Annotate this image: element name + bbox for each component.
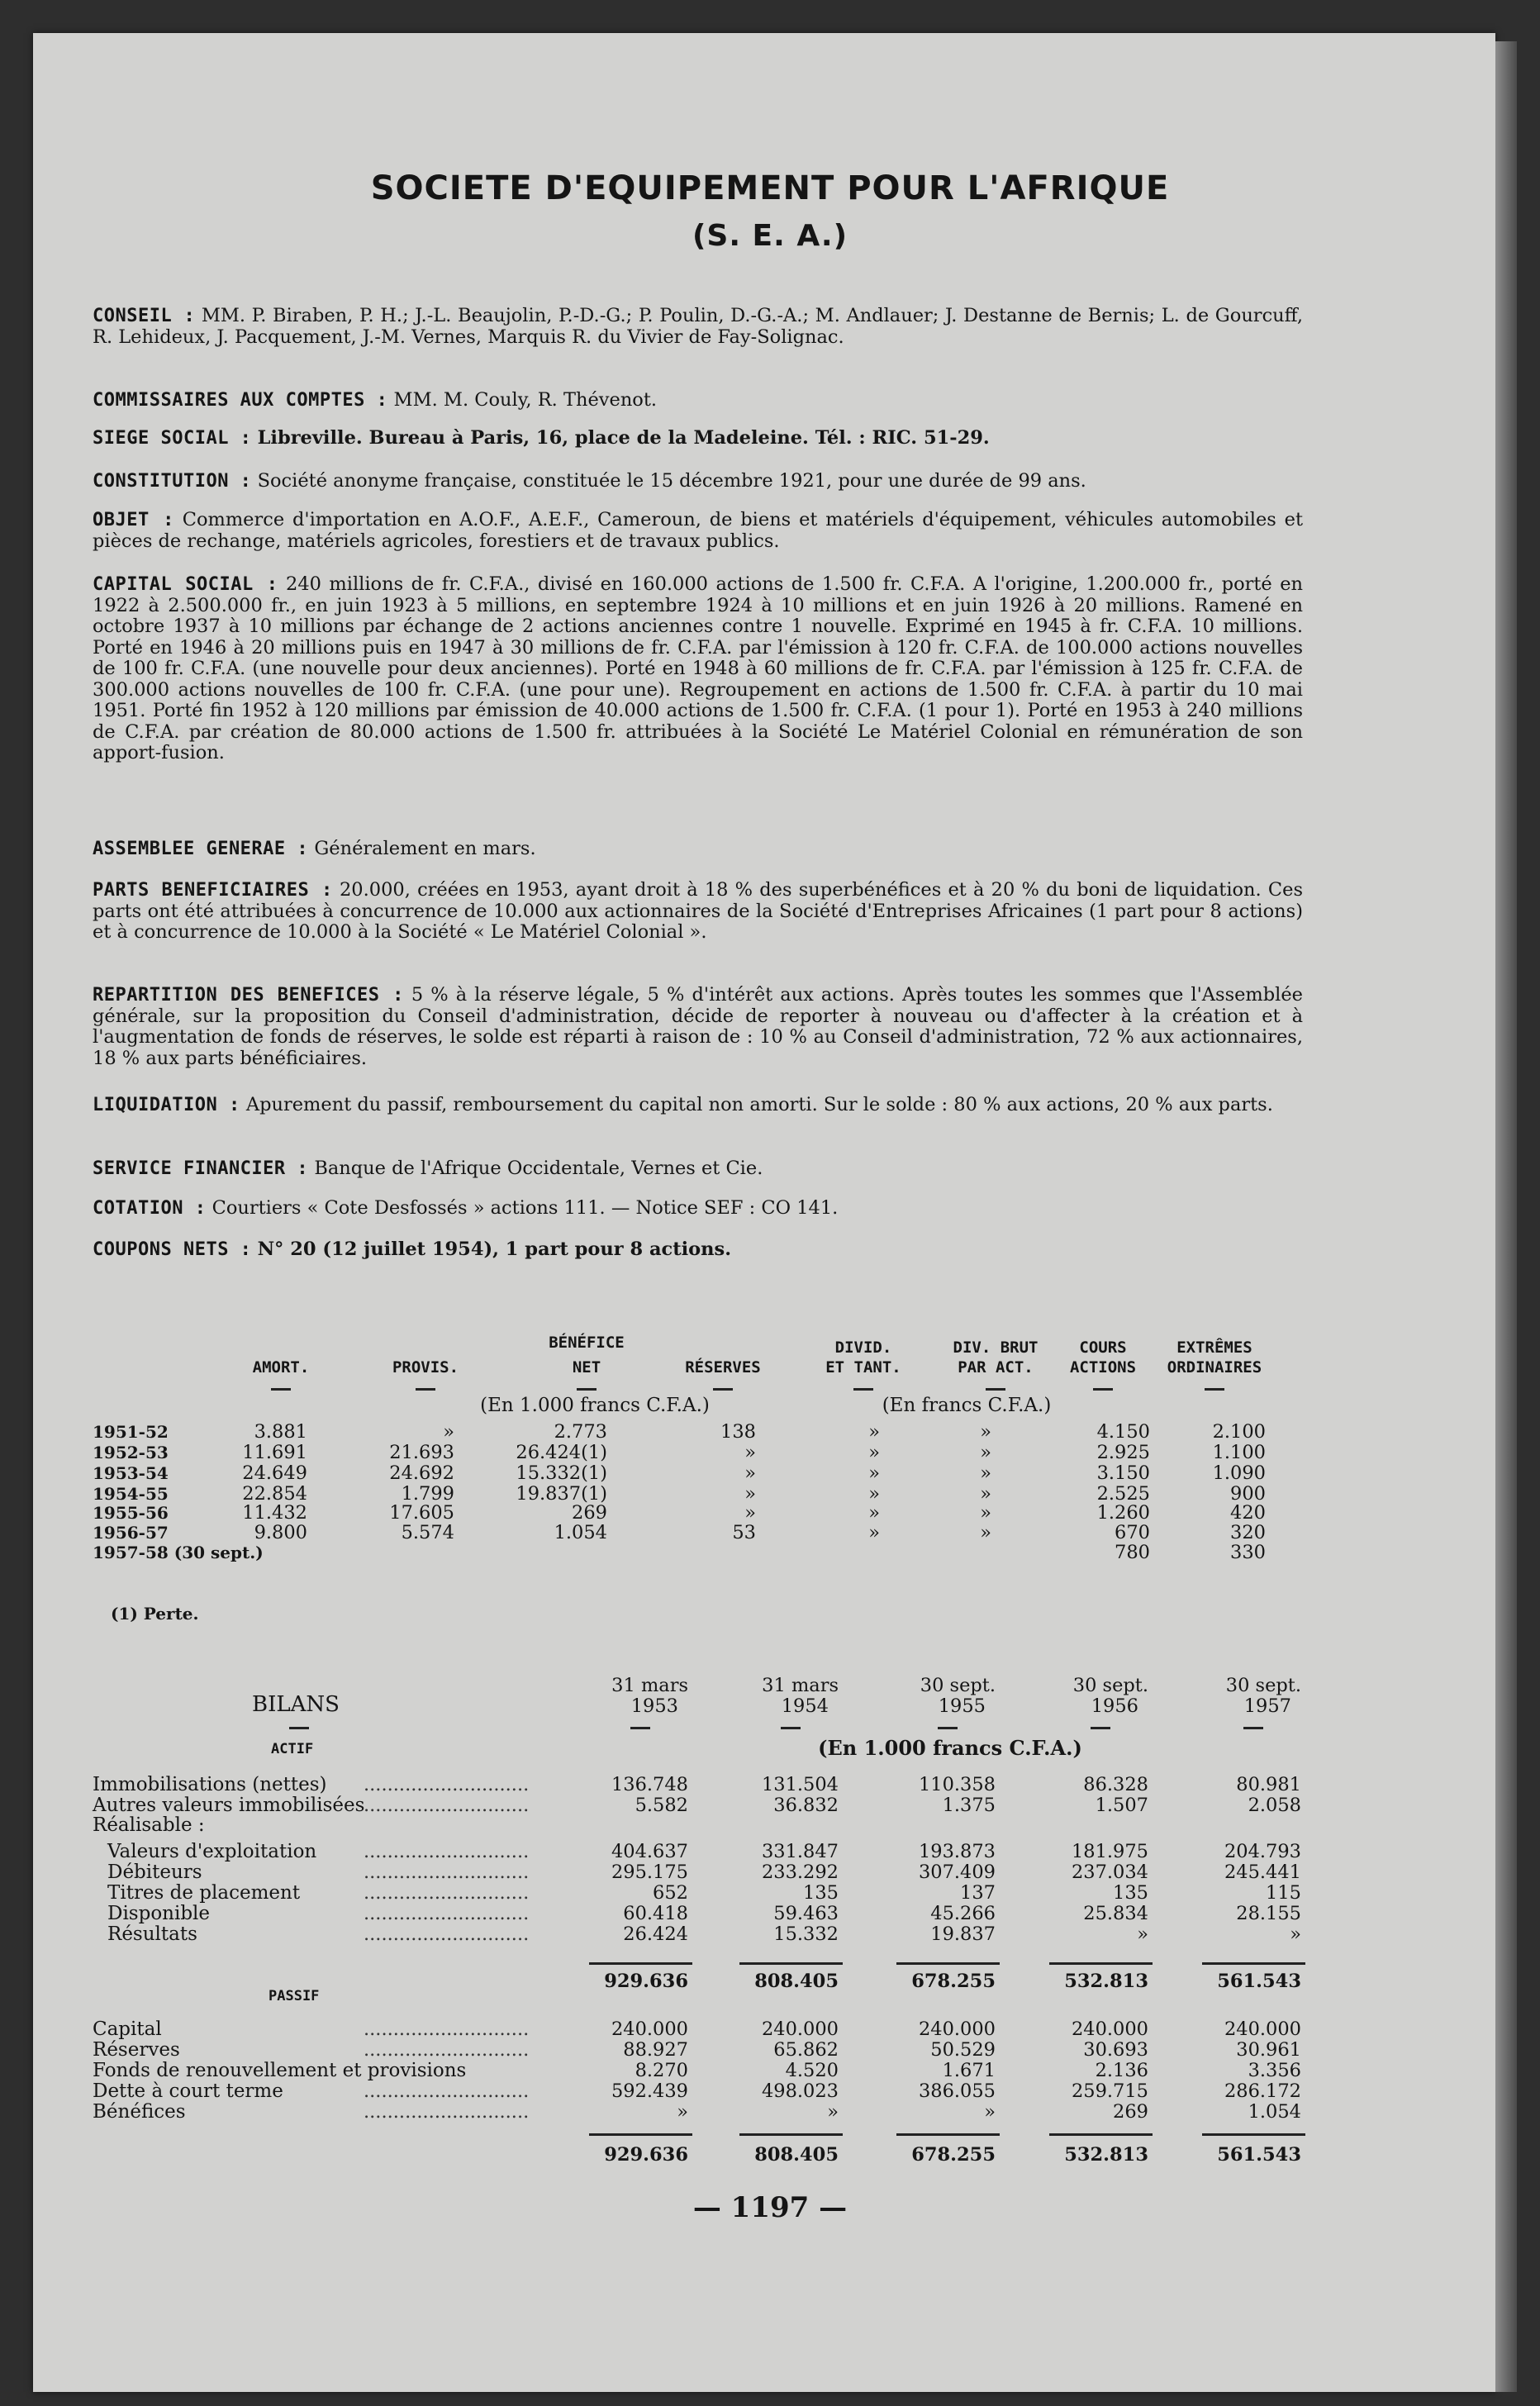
cell-cours: 670 (1115, 1522, 1150, 1543)
cell-divbrut: » (980, 1483, 991, 1505)
actif-cell: 115 (1266, 1882, 1301, 1904)
passif-row-label: Bénéfices (93, 2101, 186, 2123)
page-title: SOCIETE D'EQUIPEMENT POUR L'AFRIQUE (370, 169, 1170, 207)
column-header-date: 31 mars (611, 1675, 688, 1696)
cell-amort: 11.432 (242, 1502, 307, 1524)
cell-cours: 3.150 (1096, 1462, 1150, 1484)
actif-cell: 295.175 (611, 1862, 688, 1883)
column-dash (1243, 1727, 1263, 1729)
section-coupons-nets (93, 1239, 1303, 1261)
cell-extremes: 320 (1230, 1522, 1266, 1543)
actif-cell: 137 (960, 1882, 996, 1904)
actif-row-label: Immobilisations (nettes) (93, 1774, 327, 1795)
actif-cell: 25.834 (1083, 1903, 1148, 1924)
section-label: SERVICE FINANCIER : (93, 1158, 309, 1179)
cell-divid: » (868, 1462, 880, 1484)
actif-cell: » (1290, 1923, 1301, 1945)
actif-total: 532.813 (1064, 1971, 1148, 1992)
actif-cell: 331.847 (761, 1841, 839, 1862)
passif-cell: 3.356 (1248, 2060, 1301, 2081)
section-text: 20.000, créées en 1953, ayant droit à 18 % des superbénéfices et à 20 % du boni de liquidation. Ces parts ont été attribuées à concurrence de 10.000 aux actionnaires de la Société d'Entreprises Africaines (1 part pour 8 actions) et à concurrence de 10.000 à la Société « Le Matériel Colonial ». (93, 879, 1303, 943)
passif-total: 929.636 (604, 2144, 688, 2166)
total-rule (739, 1962, 843, 1965)
column-header-year: 1955 (938, 1695, 986, 1717)
actif-cell: 15.332 (773, 1923, 839, 1945)
page-number: — 1197 — (692, 2191, 848, 2224)
actif-cell: 86.328 (1083, 1774, 1148, 1795)
header-dash (986, 1388, 1005, 1391)
cell-reserves: » (744, 1502, 756, 1524)
passif-cell: 1.671 (942, 2060, 996, 2081)
column-dash (630, 1727, 650, 1729)
actif-row-label: Disponible (107, 1903, 211, 1924)
leader-dots: ............................ (364, 1774, 530, 1795)
section-text: N° 20 (12 juillet 1954), 1 part pour 8 actions. (257, 1239, 732, 1260)
header-dash (1093, 1388, 1113, 1391)
year-label: 1954-55 (93, 1484, 169, 1504)
total-rule (1049, 1962, 1153, 1965)
section-cotation (93, 1198, 1303, 1220)
column-dash (1091, 1727, 1110, 1729)
actif-cell: 2.058 (1248, 1795, 1301, 1816)
passif-cell: 88.927 (623, 2039, 688, 2061)
header-dash (271, 1388, 291, 1391)
passif-cell: 240.000 (918, 2018, 996, 2040)
bilans-title: BILANS (252, 1692, 340, 1717)
passif-cell: 498.023 (761, 2080, 839, 2102)
actif-cell: 5.582 (635, 1795, 688, 1816)
section-repartition (93, 985, 1303, 1069)
cell-extremes: 420 (1230, 1502, 1266, 1524)
cell-extremes: 330 (1230, 1542, 1266, 1563)
header-dash (1205, 1388, 1224, 1391)
cell-benef: 1.054 (554, 1522, 607, 1543)
actif-row-label: Réalisable : (93, 1814, 205, 1836)
unit-right: (En francs C.F.A.) (882, 1395, 1052, 1416)
actif-cell: 193.873 (918, 1841, 996, 1862)
cell-divid: » (868, 1502, 880, 1524)
passif-cell: 240.000 (761, 2018, 839, 2040)
actif-cell: 233.292 (761, 1862, 839, 1883)
header-reserves: RÉSERVES (685, 1358, 761, 1377)
header-divbrut: DIV. BRUT (953, 1339, 1039, 1357)
section-label: COUPONS NETS : (93, 1239, 252, 1260)
column-dash (781, 1727, 801, 1729)
leader-dots: ............................ (364, 1903, 530, 1924)
header-ordinaires: ORDINAIRES (1167, 1358, 1262, 1377)
passif-cell: 386.055 (918, 2080, 996, 2102)
passif-cell: 286.172 (1224, 2080, 1301, 2102)
column-header-year: 1956 (1091, 1695, 1138, 1717)
section-text: Libreville. Bureau à Paris, 16, place de la Madeleine. Tél. : RIC. 51-29. (257, 427, 990, 449)
passif-row-label: Réserves (93, 2039, 180, 2061)
actif-cell: 181.975 (1071, 1841, 1148, 1862)
cell-cours: 2.525 (1096, 1483, 1150, 1505)
actif-cell: 36.832 (773, 1795, 839, 1816)
cell-provis: 1.799 (401, 1483, 454, 1505)
cell-amort: 3.881 (254, 1421, 307, 1443)
bilans-unit: (En 1.000 francs C.F.A.) (818, 1736, 1082, 1760)
section-constitution (93, 471, 1303, 492)
section-liquidation (93, 1095, 1303, 1116)
actif-cell: 136.748 (611, 1774, 688, 1795)
section-text: 240 millions de fr. C.F.A., divisé en 160.000 actions de 1.500 fr. C.F.A. A l'origine, 1.200.000 fr., porté en 1922 à 2.500.000 fr., en juin 1923 à 5 millions, en septembre 1924 à 10 millions et en juin 1926 à 20 millions. Ramené en octobre 1937 à 10 millions par échange de 2 actions anciennes contre 1 nouvelle. Exprimé en 1945 à fr. C.F.A. 10 millions. Porté en 1946 à 20 millions puis en 1947 à 30 millions de fr. C.F.A. par l'émission à 120 fr. C.F.A. de 100.000 actions nouvelles de 100 fr. C.F.A. (une nouvelle pour deux anciennes). Porté en 1948 à 60 millions de fr. C.F.A. par l'émission à 125 fr. C.F.A. de 300.000 actions nouvelles de 100 fr. C.F.A. (une pour une). Regroupement en actions de 1.500 fr. C.F.A. à partir du 10 mai 1951. Porté fin 1952 à 120 millions par émission de 40.000 actions de 1.500 fr. C.F.A. (1 pour 1). Porté en 1953 à 240 millions de C.F.A. par création de 80.000 actions de 1.500 fr. attribuées à la Société Le Matériel Colonial en rémunération de son apport-fusion. (93, 573, 1304, 763)
cell-divbrut: » (980, 1421, 991, 1443)
column-header-year: 1953 (630, 1695, 678, 1717)
passif-cell: 1.054 (1248, 2101, 1301, 2123)
total-rule (589, 2133, 692, 2136)
leader-dots: ............................ (364, 1882, 530, 1904)
passif-total: 561.543 (1217, 2144, 1301, 2166)
passif-cell: 240.000 (1224, 2018, 1301, 2040)
cell-amort: 24.649 (242, 1462, 307, 1484)
cell-divid: » (868, 1483, 880, 1505)
actif-cell: 1.507 (1095, 1795, 1148, 1816)
header-actions: ACTIONS (1069, 1358, 1137, 1377)
actif-row-label: Résultats (107, 1923, 197, 1945)
leader-dots: ............................ (364, 1923, 530, 1945)
actif-cell: 45.266 (930, 1903, 996, 1924)
section-label: REPARTITION DES BENEFICES : (93, 985, 404, 1006)
header-provis: PROVIS. (392, 1358, 459, 1377)
cell-divbrut: » (980, 1442, 991, 1463)
cell-benef: 15.332(1) (516, 1462, 607, 1484)
passif-cell: 4.520 (785, 2060, 839, 2081)
cell-reserves: » (744, 1483, 756, 1505)
section-label: PARTS BENEFICIAIRES : (93, 880, 333, 901)
cell-provis: 21.693 (389, 1442, 454, 1463)
cell-extremes: 1.090 (1212, 1462, 1266, 1484)
section-label: LIQUIDATION : (93, 1095, 240, 1115)
cell-benef: 26.424(1) (516, 1442, 607, 1463)
leader-dots: ............................ (364, 2101, 530, 2123)
section-siege-social (93, 428, 1303, 449)
leader-dots: ............................ (364, 1795, 530, 1816)
header-net: NET (572, 1358, 601, 1377)
actif-row-label: Débiteurs (107, 1862, 202, 1883)
total-rule (896, 2133, 1000, 2136)
actif-total: 808.405 (754, 1971, 839, 1992)
section-text: MM. P. Biraben, P. H.; J.-L. Beaujolin, P.-D.-G.; P. Poulin, D.-G.-A.; M. Andlauer; J. Destanne de Bernis; L. de Gourcuff, R. Lehideux, J. Pacquement, J.-M. Vernes, Marquis R. du Vivier de Fay-Solignac. (93, 305, 1303, 348)
cell-reserves: » (744, 1462, 756, 1484)
passif-cell: 30.693 (1083, 2039, 1148, 2061)
actif-cell: 80.981 (1236, 1774, 1301, 1795)
section-label: CAPITAL SOCIAL : (93, 574, 278, 595)
passif-label: PASSIF (269, 1988, 320, 2004)
passif-row-label: Fonds de renouvellement et provisions (93, 2060, 467, 2081)
header-amort: AMORT. (252, 1358, 310, 1377)
section-label: OBJET : (93, 510, 174, 530)
cell-amort: 9.800 (254, 1522, 307, 1543)
passif-cell: » (827, 2101, 839, 2123)
section-text: Banque de l'Afrique Occidentale, Vernes et Cie. (314, 1158, 763, 1179)
actif-total: 561.543 (1217, 1971, 1301, 1992)
section-text: Apurement du passif, remboursement du capital non amorti. Sur le solde : 80 % aux actions, 20 % aux parts. (245, 1094, 1273, 1115)
header-cours: COURS (1079, 1339, 1127, 1357)
cell-divid: » (868, 1442, 880, 1463)
actif-row-label: Titres de placement (107, 1882, 301, 1904)
actif-cell: 204.793 (1224, 1841, 1301, 1862)
column-header-year: 1957 (1243, 1695, 1291, 1717)
header-par-act: PAR ACT. (958, 1358, 1034, 1377)
cell-divbrut: » (980, 1522, 991, 1543)
passif-cell: 240.000 (1071, 2018, 1148, 2040)
year-label: 1955-56 (93, 1503, 169, 1523)
leader-dots: ............................ (364, 1841, 530, 1862)
passif-cell: 50.529 (930, 2039, 996, 2061)
passif-row-label: Capital (93, 2018, 162, 2040)
year-label: 1957-58 (30 sept.) (93, 1543, 264, 1562)
cell-divid: » (868, 1421, 880, 1443)
section-conseil (93, 306, 1303, 348)
section-objet (93, 510, 1303, 552)
cell-amort: 11.691 (242, 1442, 307, 1463)
passif-cell: 30.961 (1236, 2039, 1301, 2061)
cell-extremes: 1.100 (1212, 1442, 1266, 1463)
cell-benef: 269 (572, 1502, 607, 1524)
year-label: 1956-57 (93, 1523, 169, 1543)
header-dash (577, 1388, 597, 1391)
actif-total: 929.636 (604, 1971, 688, 1992)
header-et-tant: ET TANT. (825, 1358, 901, 1377)
section-text: Commerce d'importation en A.O.F., A.E.F., Cameroun, de biens et matériels d'équipement, véhicules automobiles et pièces de rechange, matériels agricoles, forestiers et de travaux publics. (93, 509, 1304, 552)
total-rule (589, 1962, 692, 1965)
section-text: MM. M. Couly, R. Thévenot. (393, 389, 658, 411)
cell-provis: 5.574 (401, 1522, 454, 1543)
header-extremes: EXTRÊMES (1176, 1339, 1252, 1357)
leader-dots: ............................ (364, 2039, 530, 2061)
column-header-date: 30 sept. (1072, 1675, 1148, 1696)
cell-divid: » (868, 1522, 880, 1543)
actif-cell: 110.358 (918, 1774, 996, 1795)
year-label: 1953-54 (93, 1463, 169, 1483)
actif-cell: 59.463 (773, 1903, 839, 1924)
passif-row-label: Dette à court terme (93, 2080, 283, 2102)
section-service-financier (93, 1158, 1303, 1180)
cell-reserves: » (744, 1442, 756, 1463)
section-capital-social (93, 574, 1303, 764)
actif-cell: 245.441 (1224, 1862, 1301, 1883)
actif-cell: » (1137, 1923, 1148, 1945)
cell-cours: 4.150 (1096, 1421, 1150, 1443)
actif-cell: 19.837 (930, 1923, 996, 1945)
total-rule (896, 1962, 1000, 1965)
year-label: 1951-52 (93, 1422, 169, 1442)
title-dash (289, 1727, 309, 1729)
unit-left: (En 1.000 francs C.F.A.) (480, 1395, 710, 1416)
section-assemblee (93, 839, 1303, 860)
actif-label: ACTIF (271, 1741, 314, 1757)
actif-cell: 1.375 (942, 1795, 996, 1816)
leader-dots: ............................ (364, 1862, 530, 1883)
actif-row-label: Valeurs d'exploitation (107, 1841, 317, 1862)
actif-cell: 60.418 (623, 1903, 688, 1924)
actif-cell: 26.424 (623, 1923, 688, 1945)
passif-total: 678.255 (911, 2144, 996, 2166)
total-rule (1049, 2133, 1153, 2136)
section-commissaires (93, 390, 1303, 411)
cell-provis: 24.692 (389, 1462, 454, 1484)
passif-cell: » (677, 2101, 688, 2123)
column-header-date: 30 sept. (920, 1675, 996, 1696)
cell-provis: 17.605 (389, 1502, 454, 1524)
section-label: COMMISSAIRES AUX COMPTES : (93, 390, 388, 411)
cell-cours: 1.260 (1096, 1502, 1150, 1524)
page-edge (1495, 41, 1517, 2392)
column-header-date: 31 mars (762, 1675, 839, 1696)
section-parts-beneficiaires (93, 880, 1303, 944)
actif-cell: 404.637 (611, 1841, 688, 1862)
actif-cell: 135 (803, 1882, 839, 1904)
section-text: Généralement en mars. (314, 838, 536, 859)
passif-cell: 592.439 (611, 2080, 688, 2102)
cell-amort: 22.854 (242, 1483, 307, 1505)
header-divid: DIVID. (834, 1339, 892, 1357)
actif-cell: 131.504 (761, 1774, 839, 1795)
actif-cell: 135 (1113, 1882, 1148, 1904)
passif-cell: 240.000 (611, 2018, 688, 2040)
header-dash (853, 1388, 873, 1391)
header-dash (416, 1388, 435, 1391)
passif-cell: » (984, 2101, 996, 2123)
passif-total: 532.813 (1064, 2144, 1148, 2166)
section-label: CONSEIL : (93, 306, 196, 326)
leader-dots: ............................ (364, 2080, 530, 2102)
section-label: COTATION : (93, 1198, 207, 1219)
header-dash (713, 1388, 733, 1391)
section-text: 5 % à la réserve légale, 5 % d'intérêt aux actions. Après toutes les sommes que l'Assemblée générale, sur la proposition du Conseil d'administration, décide de reporter à nouveau ou d'affecter à la création et à l'augmentation de fonds de réserves, le solde est réparti à raison de : 10 % au Conseil d'administration, 72 % aux actionnaires, 18 % aux parts bénéficiaires. (93, 984, 1304, 1069)
section-label: ASSEMBLEE GENERAE : (93, 839, 309, 859)
column-header-date: 30 sept. (1225, 1675, 1301, 1696)
cell-reserves: 53 (732, 1522, 756, 1543)
cell-divbrut: » (980, 1462, 991, 1484)
cell-extremes: 2.100 (1212, 1421, 1266, 1443)
leader-dots: ............................ (364, 2018, 530, 2040)
cell-benef: 2.773 (554, 1421, 607, 1443)
passif-cell: 8.270 (635, 2060, 688, 2081)
total-rule (1202, 2133, 1305, 2136)
section-label: CONSTITUTION : (93, 471, 252, 492)
footnote: (1) Perte. (111, 1604, 199, 1624)
passif-total: 808.405 (754, 2144, 839, 2166)
column-header-year: 1954 (781, 1695, 829, 1717)
cell-benef: 19.837(1) (516, 1483, 607, 1505)
actif-row-label: Autres valeurs immobilisées (93, 1795, 365, 1816)
year-label: 1952-53 (93, 1443, 169, 1462)
passif-cell: 2.136 (1095, 2060, 1148, 2081)
actif-total: 678.255 (911, 1971, 996, 1992)
passif-cell: 65.862 (773, 2039, 839, 2061)
column-dash (938, 1727, 958, 1729)
section-text: Société anonyme française, constituée le 15 décembre 1921, pour une durée de 99 ans. (257, 470, 1086, 492)
cell-provis: » (443, 1421, 454, 1443)
actif-cell: 28.155 (1236, 1903, 1301, 1924)
page-subtitle: (S. E. A.) (692, 219, 848, 253)
section-label: SIEGE SOCIAL : (93, 428, 252, 449)
total-rule (1202, 1962, 1305, 1965)
passif-cell: 259.715 (1071, 2080, 1148, 2102)
passif-cell: 269 (1113, 2101, 1148, 2123)
cell-divbrut: » (980, 1502, 991, 1524)
cell-cours: 780 (1115, 1542, 1150, 1563)
cell-cours: 2.925 (1096, 1442, 1150, 1463)
section-text: Courtiers « Cote Desfossés » actions 111. — Notice SEF : CO 141. (212, 1197, 839, 1219)
header-benefice: BÉNÉFICE (549, 1334, 625, 1352)
actif-cell: 652 (653, 1882, 688, 1904)
total-rule (739, 2133, 843, 2136)
actif-cell: 237.034 (1071, 1862, 1148, 1883)
cell-reserves: 138 (720, 1421, 756, 1443)
actif-cell: 307.409 (918, 1862, 996, 1883)
cell-extremes: 900 (1230, 1483, 1266, 1505)
